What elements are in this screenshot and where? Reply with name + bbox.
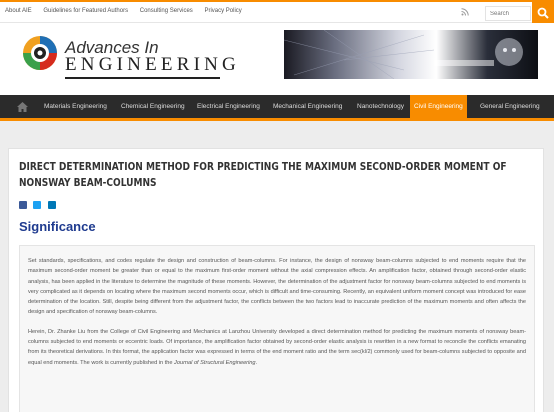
top-bar [0, 0, 554, 23]
nav-civil-engineering[interactable]: Civil Engineering [410, 95, 467, 118]
section-heading: Significance [19, 219, 96, 234]
site-header [0, 23, 554, 95]
nav-general-engineering[interactable]: General Engineering [480, 103, 540, 110]
facebook-icon[interactable] [19, 201, 27, 209]
search-button[interactable] [532, 2, 554, 24]
nav-materials-engineering[interactable]: Materials Engineering [44, 103, 107, 110]
paragraph-2-text: Herein, Dr. Zhanke Liu from the College of Civil Engineering and Mechanics at Lanzhou University developed a direct determination method for predicting the maximum moments of nonsway beam-columns subjected to end moments or eccentric loads. Of importance, the amplification factor obtained by second-order elastic analysis is rewritten in a new format to reconcile the conflicts emanating from its theoretical derivations. In this format, the application factor was expressed in terms of the end moment ratio and the term sec(kl/2) commonly used for beam-columns subjected to opposite and equal end moments. The work is currently published in the [28, 328, 526, 366]
search-icon [537, 7, 549, 19]
significance-box [19, 245, 535, 412]
article-title: DIRECT DETERMINATION METHOD FOR PREDICTING THE MAXIMUM SECOND-ORDER MOMENT OF NONSWAY BEAM-COLUMNS [19, 161, 507, 189]
search-input[interactable] [485, 6, 531, 21]
logo-underline [65, 77, 220, 79]
paragraph-2 [28, 327, 526, 368]
top-link-guidelines[interactable]: Guidelines for Featured Authors [43, 8, 129, 14]
paragraph-1: Set standards, specifications, and codes regulate the design and construction of beam-columns. For instance, the design of nonsway beam-columns subjected to end moments require that the maximum second-order moment be greater than or equal to the maximum first-order moment without the axial compression effects. An amplification factor, obtained through second-order elastic analysis, has been applied in the literature to determine the magnitude of these moments. However, the determination of the adjustment factor for nonsway beam-columns subjected to end moments is very complicated as it depends on locating where the maximum second moments occur, which is difficult and time-consuming. Recently, an equivalent uniform moment concept was introduced for ease determination of the location. Still, despite being different from the adjustment factor, the conflicts between the two factors lead to inaccurate prediction of the maximum moments and often affects the design and specification of nonsway beam-columns. [28, 258, 526, 316]
nav-electrical-engineering[interactable]: Electrical Engineering [197, 103, 260, 110]
top-link-consulting[interactable]: Consulting Services [139, 8, 193, 14]
share-buttons [19, 196, 58, 204]
nav-mechanical-engineering[interactable]: Mechanical Engineering [273, 103, 343, 110]
rss-icon[interactable] [461, 8, 469, 16]
logo-title[interactable]: ENGINEERING [65, 54, 240, 75]
twitter-icon[interactable] [33, 201, 41, 209]
paragraph-2-suffix: . [255, 359, 258, 366]
top-links [5, 8, 252, 14]
logo-gear-icon[interactable] [20, 33, 60, 73]
linkedin-icon[interactable] [48, 201, 56, 209]
nav-chemical-engineering[interactable]: Chemical Engineering [121, 103, 185, 110]
main-nav [0, 95, 554, 121]
journal-name: Journal of Structural Engineering [174, 359, 256, 366]
logo-subtitle[interactable]: Advances In [65, 38, 159, 57]
article-content [8, 148, 544, 412]
nav-nanotechnology[interactable]: Nanotechnology [357, 103, 404, 110]
top-link-about[interactable]: About AIE [5, 8, 32, 14]
top-link-privacy[interactable]: Privacy Policy [204, 8, 242, 14]
banner-graphic [284, 30, 538, 79]
header-banner-image [284, 30, 538, 79]
home-icon[interactable] [17, 102, 28, 112]
